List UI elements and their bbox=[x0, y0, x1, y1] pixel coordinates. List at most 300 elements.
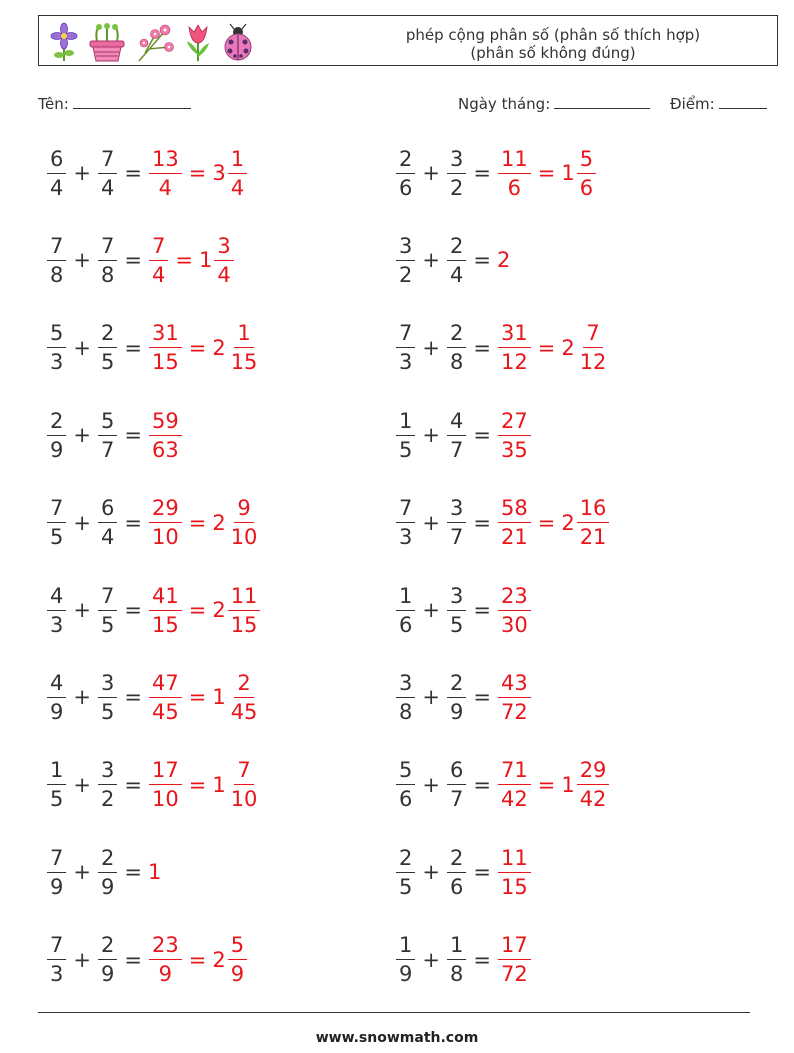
answer bbox=[148, 233, 235, 288]
answer-fraction bbox=[149, 932, 182, 987]
name-blank[interactable] bbox=[73, 94, 191, 109]
addend-1-denominator: 5 bbox=[399, 874, 413, 899]
addend-1-numerator: 2 bbox=[396, 146, 415, 174]
addend-2 bbox=[98, 233, 117, 288]
mixed-denominator: 12 bbox=[579, 350, 607, 375]
addend-1-denominator: 6 bbox=[399, 175, 413, 200]
answer-fraction-denominator: 12 bbox=[500, 350, 528, 375]
answer-fraction bbox=[149, 146, 182, 201]
addend-1-numerator: 7 bbox=[47, 845, 66, 873]
addend-1-numerator: 1 bbox=[396, 583, 415, 611]
problem-item bbox=[46, 493, 261, 553]
answer-fraction bbox=[498, 146, 531, 201]
mixed-whole: 1 bbox=[212, 685, 226, 710]
mixed-fraction bbox=[228, 670, 261, 725]
addend-2 bbox=[98, 146, 117, 201]
answer bbox=[148, 860, 162, 884]
addend-1-numerator: 4 bbox=[47, 670, 66, 698]
footer-divider bbox=[38, 1012, 750, 1013]
addend-1 bbox=[396, 845, 415, 900]
mixed-fraction bbox=[577, 495, 610, 550]
name-label: Tên: bbox=[38, 95, 69, 113]
mixed-fraction bbox=[228, 932, 247, 987]
answer-fraction bbox=[498, 845, 531, 900]
addend-2-denominator: 5 bbox=[100, 350, 115, 375]
addend-1 bbox=[47, 408, 66, 463]
flowers-branch-icon bbox=[135, 21, 175, 63]
mixed-denominator: 45 bbox=[230, 699, 258, 724]
equals-sign: = bbox=[473, 423, 491, 448]
addend-1-denominator: 9 bbox=[399, 962, 413, 987]
answer-fraction-numerator: 31 bbox=[149, 320, 182, 348]
mixed-numerator: 16 bbox=[577, 495, 610, 523]
addend-2-numerator: 2 bbox=[447, 320, 466, 348]
answer-fraction-numerator: 17 bbox=[498, 932, 531, 960]
mixed-denominator: 4 bbox=[230, 175, 245, 200]
answer bbox=[497, 932, 532, 987]
answer-equals-sign: = bbox=[537, 161, 556, 185]
mixed-numerator: 11 bbox=[228, 583, 261, 611]
equals-sign: = bbox=[124, 161, 142, 185]
addend-1-denominator: 6 bbox=[399, 787, 413, 812]
answer-fraction-denominator: 15 bbox=[151, 350, 179, 375]
tulip-icon bbox=[183, 21, 213, 63]
addend-1-numerator: 2 bbox=[47, 408, 66, 436]
mixed-denominator: 42 bbox=[579, 787, 607, 812]
addend-1 bbox=[47, 146, 66, 201]
addend-1-denominator: 9 bbox=[50, 437, 64, 462]
problem-item bbox=[395, 667, 532, 727]
addend-2-denominator: 8 bbox=[100, 262, 115, 287]
addend-2-denominator: 9 bbox=[100, 962, 115, 987]
flower-icon bbox=[49, 21, 79, 63]
problem-item bbox=[395, 143, 597, 203]
plus-sign: + bbox=[73, 335, 91, 360]
answer-fraction-numerator: 27 bbox=[498, 408, 531, 436]
problem-item bbox=[46, 930, 248, 990]
addend-2 bbox=[447, 932, 466, 987]
addend-1-denominator: 3 bbox=[399, 525, 413, 550]
mixed-numerator: 5 bbox=[577, 146, 596, 174]
addend-2-denominator: 9 bbox=[100, 874, 115, 899]
equals-sign: = bbox=[473, 248, 491, 273]
addend-1 bbox=[47, 583, 66, 638]
addend-2-denominator: 8 bbox=[449, 350, 464, 375]
addend-2-denominator: 2 bbox=[100, 787, 115, 812]
addend-1 bbox=[47, 233, 66, 288]
answer-fraction-denominator: 21 bbox=[500, 525, 528, 550]
addend-2-numerator: 2 bbox=[98, 845, 117, 873]
addend-1-numerator: 1 bbox=[396, 932, 415, 960]
addend-1-numerator: 1 bbox=[47, 757, 66, 785]
plant-pot-icon bbox=[87, 21, 127, 63]
answer-fraction bbox=[498, 932, 531, 987]
problem-item bbox=[46, 755, 261, 815]
answer-fraction bbox=[149, 757, 182, 812]
addend-1 bbox=[396, 670, 415, 725]
addend-1-denominator: 5 bbox=[399, 437, 413, 462]
addend-1-numerator: 2 bbox=[396, 845, 415, 873]
answer bbox=[148, 495, 261, 550]
answer-equals-sign: = bbox=[537, 510, 556, 535]
plus-sign: + bbox=[422, 598, 440, 622]
addend-1-numerator: 3 bbox=[396, 670, 415, 698]
addend-2 bbox=[447, 146, 466, 201]
addend-1 bbox=[396, 932, 415, 987]
problem-item bbox=[395, 405, 532, 465]
answer-fraction-denominator: 10 bbox=[151, 525, 179, 550]
equals-sign: = bbox=[124, 772, 142, 797]
addend-2-denominator: 2 bbox=[449, 175, 464, 200]
addend-2 bbox=[98, 495, 117, 550]
addend-2-numerator: 7 bbox=[98, 146, 117, 174]
answer bbox=[497, 320, 610, 375]
answer-fraction-denominator: 15 bbox=[500, 874, 528, 899]
addend-1-numerator: 7 bbox=[47, 932, 66, 960]
plus-sign: + bbox=[73, 510, 91, 535]
addend-2 bbox=[98, 845, 117, 900]
answer-fraction-numerator: 11 bbox=[498, 146, 531, 174]
addend-1 bbox=[47, 757, 66, 812]
mixed-denominator: 6 bbox=[579, 175, 594, 200]
plus-sign: + bbox=[422, 248, 440, 273]
answer-fraction bbox=[149, 670, 182, 725]
answer-fraction-numerator: 13 bbox=[149, 146, 182, 174]
plus-sign: + bbox=[422, 510, 440, 535]
mixed-whole: 1 bbox=[561, 772, 575, 797]
addend-2-numerator: 6 bbox=[447, 757, 466, 785]
mixed-fraction bbox=[214, 233, 233, 288]
answer-fraction-numerator: 43 bbox=[498, 670, 531, 698]
mixed-numerator: 2 bbox=[234, 670, 253, 698]
mixed-whole: 2 bbox=[212, 598, 226, 622]
addend-1-denominator: 6 bbox=[399, 612, 413, 637]
answer-fraction-denominator: 35 bbox=[500, 437, 528, 462]
addend-2 bbox=[447, 233, 466, 288]
mixed-whole: 1 bbox=[198, 248, 213, 273]
plus-sign: + bbox=[422, 685, 440, 710]
addend-2-numerator: 3 bbox=[98, 670, 117, 698]
answer-fraction-numerator: 29 bbox=[149, 495, 182, 523]
addend-2 bbox=[447, 845, 466, 900]
addend-1 bbox=[47, 320, 66, 375]
addend-1-numerator: 7 bbox=[47, 233, 66, 261]
equals-sign: = bbox=[124, 423, 142, 448]
answer-fraction bbox=[498, 757, 531, 812]
decorative-icons bbox=[49, 20, 255, 64]
answer-equals-sign: = bbox=[175, 248, 193, 273]
answer bbox=[497, 248, 511, 272]
addend-1 bbox=[47, 670, 66, 725]
answer-equals-sign: = bbox=[188, 161, 207, 185]
problem-item bbox=[46, 842, 162, 902]
plus-sign: + bbox=[73, 947, 91, 972]
plus-sign: + bbox=[73, 860, 91, 885]
answer-fraction-numerator: 59 bbox=[149, 408, 182, 436]
score-blank[interactable] bbox=[719, 94, 767, 109]
mixed-whole: 1 bbox=[561, 161, 575, 185]
mixed-fraction bbox=[228, 583, 261, 638]
plus-sign: + bbox=[422, 860, 440, 885]
addend-2-denominator: 9 bbox=[449, 699, 464, 724]
answer-whole: 2 bbox=[496, 248, 511, 273]
answer-fraction-numerator: 23 bbox=[149, 932, 182, 960]
addend-1-denominator: 3 bbox=[50, 350, 64, 375]
addend-2-numerator: 2 bbox=[98, 932, 117, 960]
title-line-2: (phân số không đúng) bbox=[470, 44, 636, 62]
plus-sign: + bbox=[73, 423, 91, 448]
addend-2-numerator: 2 bbox=[98, 320, 117, 348]
equals-sign: = bbox=[124, 335, 142, 360]
mixed-denominator: 4 bbox=[217, 262, 231, 287]
answer bbox=[148, 408, 183, 463]
addend-1-numerator: 5 bbox=[396, 757, 415, 785]
addend-1 bbox=[396, 146, 415, 201]
mixed-fraction bbox=[228, 757, 261, 812]
mixed-fraction bbox=[577, 146, 596, 201]
equals-sign: = bbox=[473, 598, 491, 622]
addend-1 bbox=[396, 233, 415, 288]
answer-fraction-denominator: 72 bbox=[500, 962, 528, 987]
plus-sign: + bbox=[422, 335, 440, 360]
answer bbox=[148, 583, 261, 638]
footer-url: www.snowmath.com bbox=[315, 1030, 479, 1046]
mixed-numerator: 5 bbox=[228, 932, 247, 960]
answer-fraction bbox=[149, 408, 182, 463]
answer-fraction-denominator: 10 bbox=[151, 787, 179, 812]
mixed-fraction bbox=[228, 495, 261, 550]
problem-item bbox=[46, 405, 183, 465]
mixed-fraction bbox=[228, 146, 247, 201]
addend-2-denominator: 5 bbox=[449, 612, 464, 637]
mixed-whole: 2 bbox=[561, 510, 575, 535]
answer-fraction-numerator: 31 bbox=[498, 320, 531, 348]
addend-2-numerator: 7 bbox=[98, 233, 117, 261]
answer-fraction bbox=[498, 495, 531, 550]
answer bbox=[497, 146, 597, 201]
date-field[interactable] bbox=[458, 94, 650, 113]
addend-1-denominator: 3 bbox=[50, 962, 64, 987]
equals-sign: = bbox=[124, 685, 142, 710]
mixed-numerator: 9 bbox=[234, 495, 253, 523]
answer-fraction-denominator: 30 bbox=[500, 612, 528, 637]
equals-sign: = bbox=[124, 947, 142, 972]
addend-2 bbox=[447, 408, 466, 463]
addend-1 bbox=[396, 320, 415, 375]
problem-item bbox=[395, 755, 610, 815]
score-label: Điểm: bbox=[670, 95, 715, 113]
answer-fraction-numerator: 41 bbox=[149, 583, 182, 611]
addend-2-numerator: 3 bbox=[447, 495, 466, 523]
addend-1-denominator: 5 bbox=[50, 787, 64, 812]
header-box bbox=[38, 15, 778, 66]
mixed-numerator: 7 bbox=[234, 757, 253, 785]
equals-sign: = bbox=[473, 685, 491, 710]
addend-2-numerator: 3 bbox=[447, 146, 466, 174]
plus-sign: + bbox=[73, 248, 91, 273]
addend-2-denominator: 7 bbox=[100, 437, 115, 462]
answer-fraction-denominator: 9 bbox=[158, 962, 173, 987]
addend-2 bbox=[447, 583, 466, 638]
plus-sign: + bbox=[73, 772, 91, 797]
answer-fraction bbox=[498, 670, 531, 725]
addend-2 bbox=[447, 495, 466, 550]
answer-fraction-denominator: 15 bbox=[151, 612, 179, 637]
answer bbox=[148, 670, 261, 725]
mixed-numerator: 1 bbox=[234, 320, 253, 348]
addend-2 bbox=[447, 757, 466, 812]
ladybug-icon bbox=[221, 21, 255, 63]
equals-sign: = bbox=[124, 248, 142, 273]
mixed-denominator: 10 bbox=[230, 787, 258, 812]
date-label: Ngày tháng: bbox=[458, 95, 551, 113]
answer-fraction-numerator: 71 bbox=[498, 757, 531, 785]
mixed-denominator: 9 bbox=[230, 962, 245, 987]
answer bbox=[148, 757, 261, 812]
answer-equals-sign: = bbox=[188, 598, 207, 622]
problem-item bbox=[395, 318, 610, 378]
addend-2-denominator: 5 bbox=[100, 699, 115, 724]
mixed-fraction bbox=[577, 320, 610, 375]
addend-2 bbox=[98, 408, 117, 463]
mixed-fraction bbox=[228, 320, 261, 375]
mixed-denominator: 21 bbox=[579, 525, 607, 550]
answer bbox=[497, 845, 532, 900]
mixed-whole: 2 bbox=[561, 335, 575, 360]
addend-2 bbox=[447, 670, 466, 725]
addend-2-denominator: 7 bbox=[449, 437, 464, 462]
addend-2-denominator: 7 bbox=[449, 525, 464, 550]
worksheet-title bbox=[363, 26, 743, 62]
mixed-denominator: 15 bbox=[230, 612, 258, 637]
answer bbox=[497, 757, 610, 812]
answer-equals-sign: = bbox=[188, 335, 207, 360]
addend-1-denominator: 3 bbox=[50, 612, 64, 637]
addend-2-numerator: 5 bbox=[98, 408, 117, 436]
addend-1 bbox=[396, 495, 415, 550]
addend-1-denominator: 9 bbox=[50, 699, 64, 724]
addend-2 bbox=[98, 932, 117, 987]
answer-whole: 1 bbox=[147, 860, 162, 885]
addend-2-numerator: 2 bbox=[447, 845, 466, 873]
addend-2-numerator: 4 bbox=[447, 408, 466, 436]
title-line-1: phép cộng phân số (phân số thích hợp) bbox=[405, 26, 701, 44]
answer-fraction bbox=[149, 320, 182, 375]
answer bbox=[497, 583, 532, 638]
addend-1-numerator: 7 bbox=[396, 320, 415, 348]
answer-equals-sign: = bbox=[188, 772, 207, 797]
addend-2 bbox=[98, 583, 117, 638]
answer-equals-sign: = bbox=[188, 947, 207, 972]
addend-1-numerator: 1 bbox=[396, 408, 415, 436]
addend-2-numerator: 7 bbox=[98, 583, 117, 611]
answer-fraction-denominator: 4 bbox=[151, 262, 166, 287]
plus-sign: + bbox=[73, 598, 91, 622]
addend-2-denominator: 5 bbox=[100, 612, 115, 637]
equals-sign: = bbox=[124, 510, 142, 535]
plus-sign: + bbox=[422, 772, 440, 797]
answer bbox=[148, 320, 261, 375]
addend-1-denominator: 4 bbox=[50, 175, 64, 200]
answer-fraction bbox=[498, 583, 531, 638]
addend-1-numerator: 4 bbox=[47, 583, 66, 611]
answer-fraction-denominator: 63 bbox=[151, 437, 179, 462]
answer-fraction-denominator: 42 bbox=[500, 787, 528, 812]
problem-item bbox=[46, 230, 235, 290]
addend-1 bbox=[396, 408, 415, 463]
answer-fraction bbox=[149, 583, 182, 638]
equals-sign: = bbox=[473, 947, 491, 972]
plus-sign: + bbox=[73, 685, 91, 710]
equals-sign: = bbox=[473, 335, 491, 360]
addend-2-numerator: 3 bbox=[98, 757, 117, 785]
addend-1-numerator: 5 bbox=[47, 320, 66, 348]
problem-item bbox=[46, 667, 261, 727]
answer bbox=[497, 670, 532, 725]
answer-fraction-numerator: 23 bbox=[498, 583, 531, 611]
addend-2 bbox=[98, 320, 117, 375]
addend-1-denominator: 5 bbox=[50, 525, 64, 550]
answer-fraction-numerator: 7 bbox=[149, 233, 168, 261]
answer bbox=[497, 495, 610, 550]
addend-2-denominator: 6 bbox=[449, 874, 464, 899]
name-field[interactable] bbox=[38, 94, 191, 113]
answer bbox=[497, 408, 532, 463]
mixed-whole: 3 bbox=[212, 161, 226, 185]
addend-2-denominator: 4 bbox=[100, 175, 115, 200]
problem-item bbox=[395, 493, 610, 553]
addend-2-denominator: 4 bbox=[449, 262, 464, 287]
addend-1-denominator: 8 bbox=[399, 699, 413, 724]
problem-item bbox=[46, 143, 248, 203]
addend-2-numerator: 2 bbox=[447, 233, 466, 261]
mixed-numerator: 29 bbox=[577, 757, 610, 785]
addend-2-denominator: 8 bbox=[449, 962, 464, 987]
addend-1-numerator: 6 bbox=[47, 146, 66, 174]
addend-1-denominator: 3 bbox=[399, 350, 413, 375]
addend-1-numerator: 7 bbox=[396, 495, 415, 523]
addend-1 bbox=[47, 845, 66, 900]
answer-fraction bbox=[149, 495, 182, 550]
score-field[interactable] bbox=[670, 94, 767, 113]
addend-2-numerator: 2 bbox=[447, 670, 466, 698]
addend-1 bbox=[47, 932, 66, 987]
mixed-fraction bbox=[577, 757, 610, 812]
equals-sign: = bbox=[124, 598, 142, 622]
addend-2-numerator: 1 bbox=[447, 932, 466, 960]
answer-fraction-denominator: 72 bbox=[500, 699, 528, 724]
addend-1-denominator: 8 bbox=[50, 262, 64, 287]
answer-fraction bbox=[498, 320, 531, 375]
answer-fraction bbox=[498, 408, 531, 463]
date-blank[interactable] bbox=[554, 94, 650, 109]
addend-2 bbox=[98, 757, 117, 812]
mixed-whole: 2 bbox=[212, 947, 226, 972]
answer-equals-sign: = bbox=[188, 685, 207, 710]
answer bbox=[148, 932, 248, 987]
plus-sign: + bbox=[422, 947, 440, 972]
answer-equals-sign: = bbox=[188, 510, 207, 535]
answer-fraction bbox=[149, 233, 168, 288]
problem-item bbox=[395, 842, 532, 902]
answer-fraction-denominator: 6 bbox=[507, 175, 522, 200]
equals-sign: = bbox=[473, 510, 491, 535]
answer-fraction-numerator: 47 bbox=[149, 670, 182, 698]
addend-1 bbox=[396, 583, 415, 638]
answer-equals-sign: = bbox=[537, 335, 556, 360]
addend-2-denominator: 4 bbox=[100, 525, 115, 550]
mixed-whole: 2 bbox=[212, 335, 226, 360]
